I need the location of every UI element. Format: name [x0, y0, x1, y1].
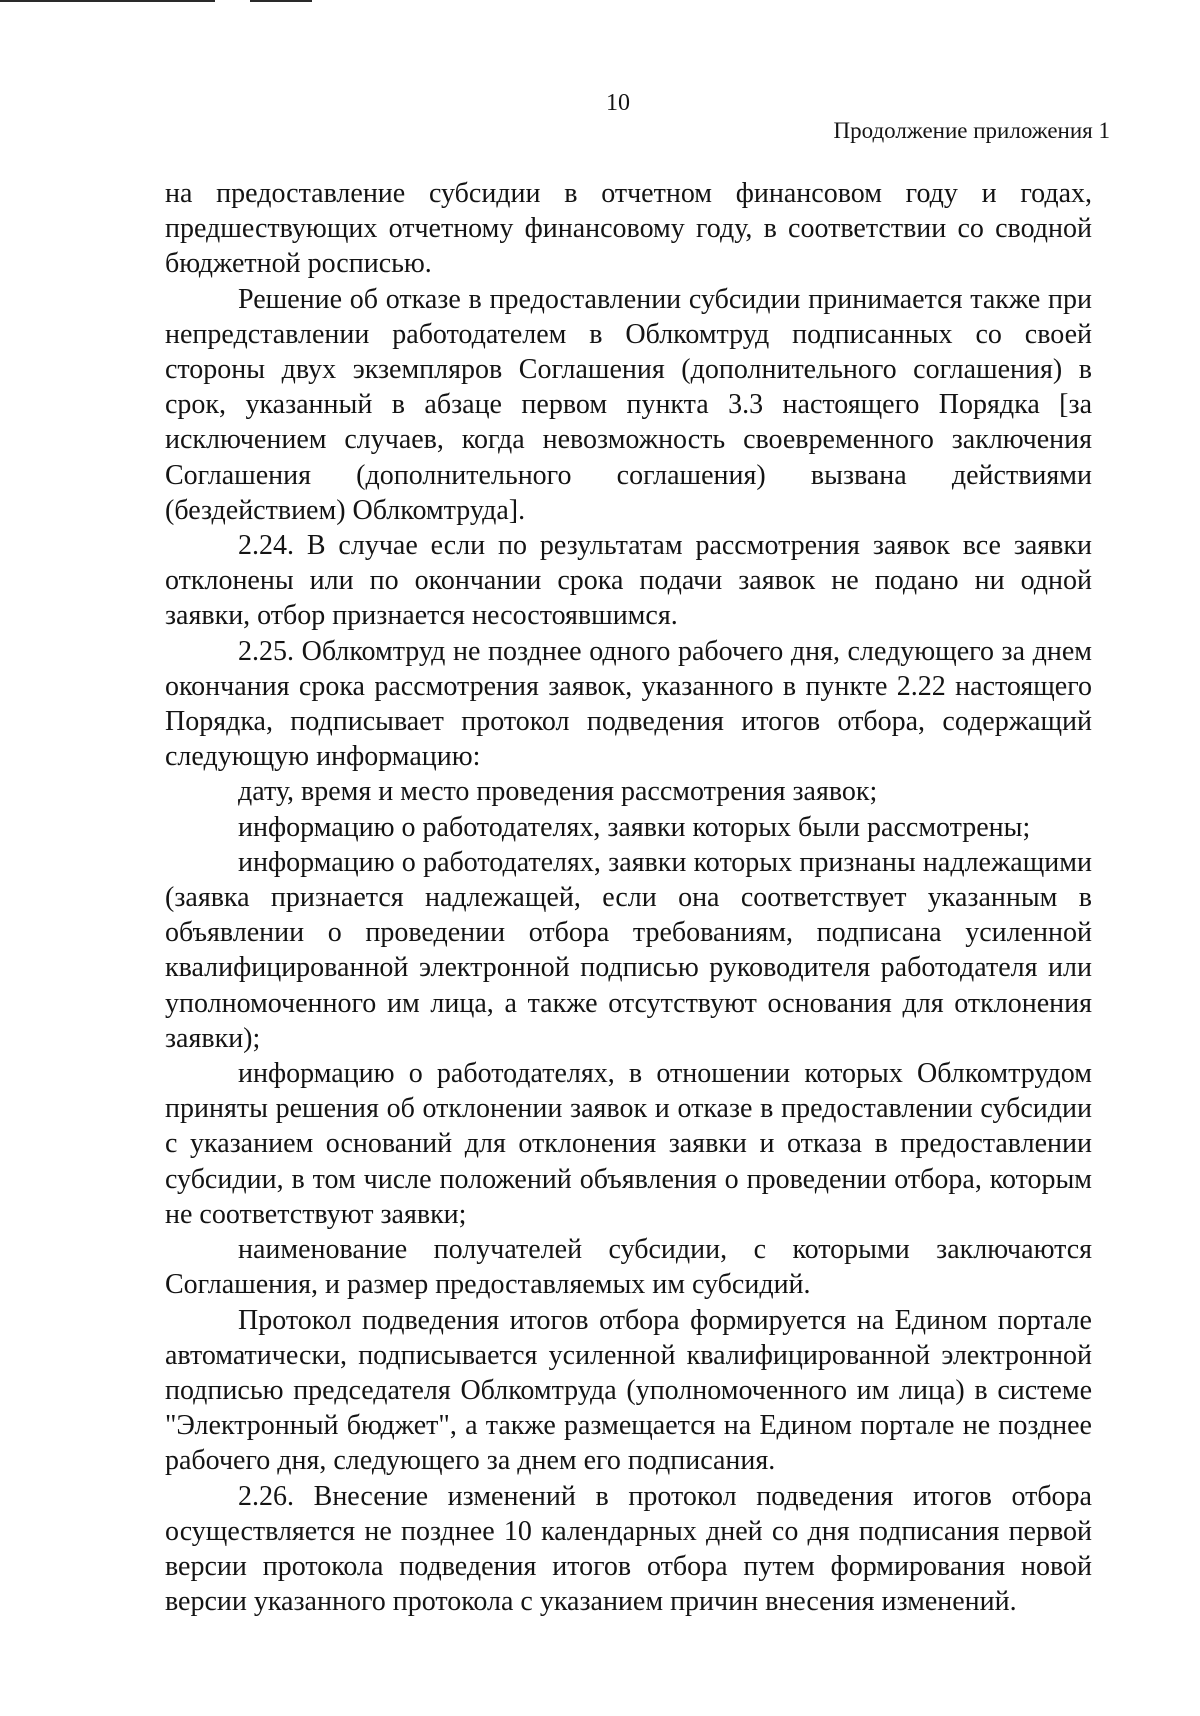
paragraph-2-25: 2.25. Облкомтруд не позднее одного рабочего дня, следующего за днем окончания срока рассмотрения заявок, указанного в пункте 2.22 настоящего Порядка, подписывает протокол подведения итогов отбора, содержащий следующую информацию: [165, 635, 1092, 773]
scan-edge-mark [250, 0, 312, 2]
paragraph-refusal-decision: Решение об отказе в предоставлении субсидии принимается также при непредставлении работодателем в Облкомтруд подписанных со своей стороны двух экземпляров Соглашения (дополнительного соглашения) в срок, указанный в абзаце первом пункта 3.3 настоящего Порядка [за исключением случаев, когда невозможность своевременного заключения Соглашения (дополнительного соглашения) вызвана действиями (бездействием) Облкомтруда]. [165, 283, 1092, 526]
page-number: 10 [606, 90, 630, 116]
list-item-reviewed-employers: информацию о работодателях, заявки которых были рассмотрены; [238, 811, 1031, 843]
list-item-date-time-place: дату, время и место проведения рассмотрения заявок; [238, 776, 878, 808]
paragraph-protocol-formation: Протокол подведения итогов отбора формируется на Едином портале автоматически, подписывается усиленной квалифицированной электронной подписью председателя Облкомтруда (уполномоченного им лица) в системе "Электронный бюджет", а также размещается на Едином портале не позднее рабочего дня, следующего за днем его подписания. [165, 1304, 1092, 1477]
document-body [165, 176, 1092, 1619]
running-header: Продолжение приложения 1 [833, 118, 1110, 143]
paragraph-continuation: на предоставление субсидии в отчетном финансовом году и годах, предшествующих отчетному финансовому году, в соответствии со сводной бюджетной росписью. [165, 178, 1092, 280]
scan-edge-mark [0, 0, 215, 2]
paragraph-2-26: 2.26. Внесение изменений в протокол подведения итогов отбора осуществляется не позднее 10 календарных дней со дня подписания первой версии протокола подведения итогов отбора путем формирования новой версии указанного протокола с указанием причин внесения изменений. [165, 1480, 1092, 1618]
list-item-proper-applications: информацию о работодателях, заявки которых признаны надлежащими (заявка признается надлежащей, если она соответствует указанным в объявлении о проведении отбора требованиям, подписана усиленной квалифицированной электронной подписью руководителя работодателя или уполномоченного им лица, а также отсутствуют основания для отклонения заявки); [165, 846, 1092, 1054]
list-item-rejected-applications: информацию о работодателях, в отношении которых Облкомтрудом приняты решения об отклонении заявок и отказе в предоставлении субсидии с указанием оснований для отклонения заявки и отказа в предоставлении субсидии, в том числе положений объявления о проведении отбора, которым не соответствуют заявки; [165, 1058, 1092, 1230]
list-item-recipients: наименование получателей субсидии, с которыми заключаются Соглашения, и размер предоставляемых им субсидий. [165, 1234, 1092, 1301]
paragraph-2-24: 2.24. В случае если по результатам рассмотрения заявок все заявки отклонены или по окончании срока подачи заявок не подано ни одной заявки, отбор признается несостоявшимся. [165, 530, 1092, 632]
